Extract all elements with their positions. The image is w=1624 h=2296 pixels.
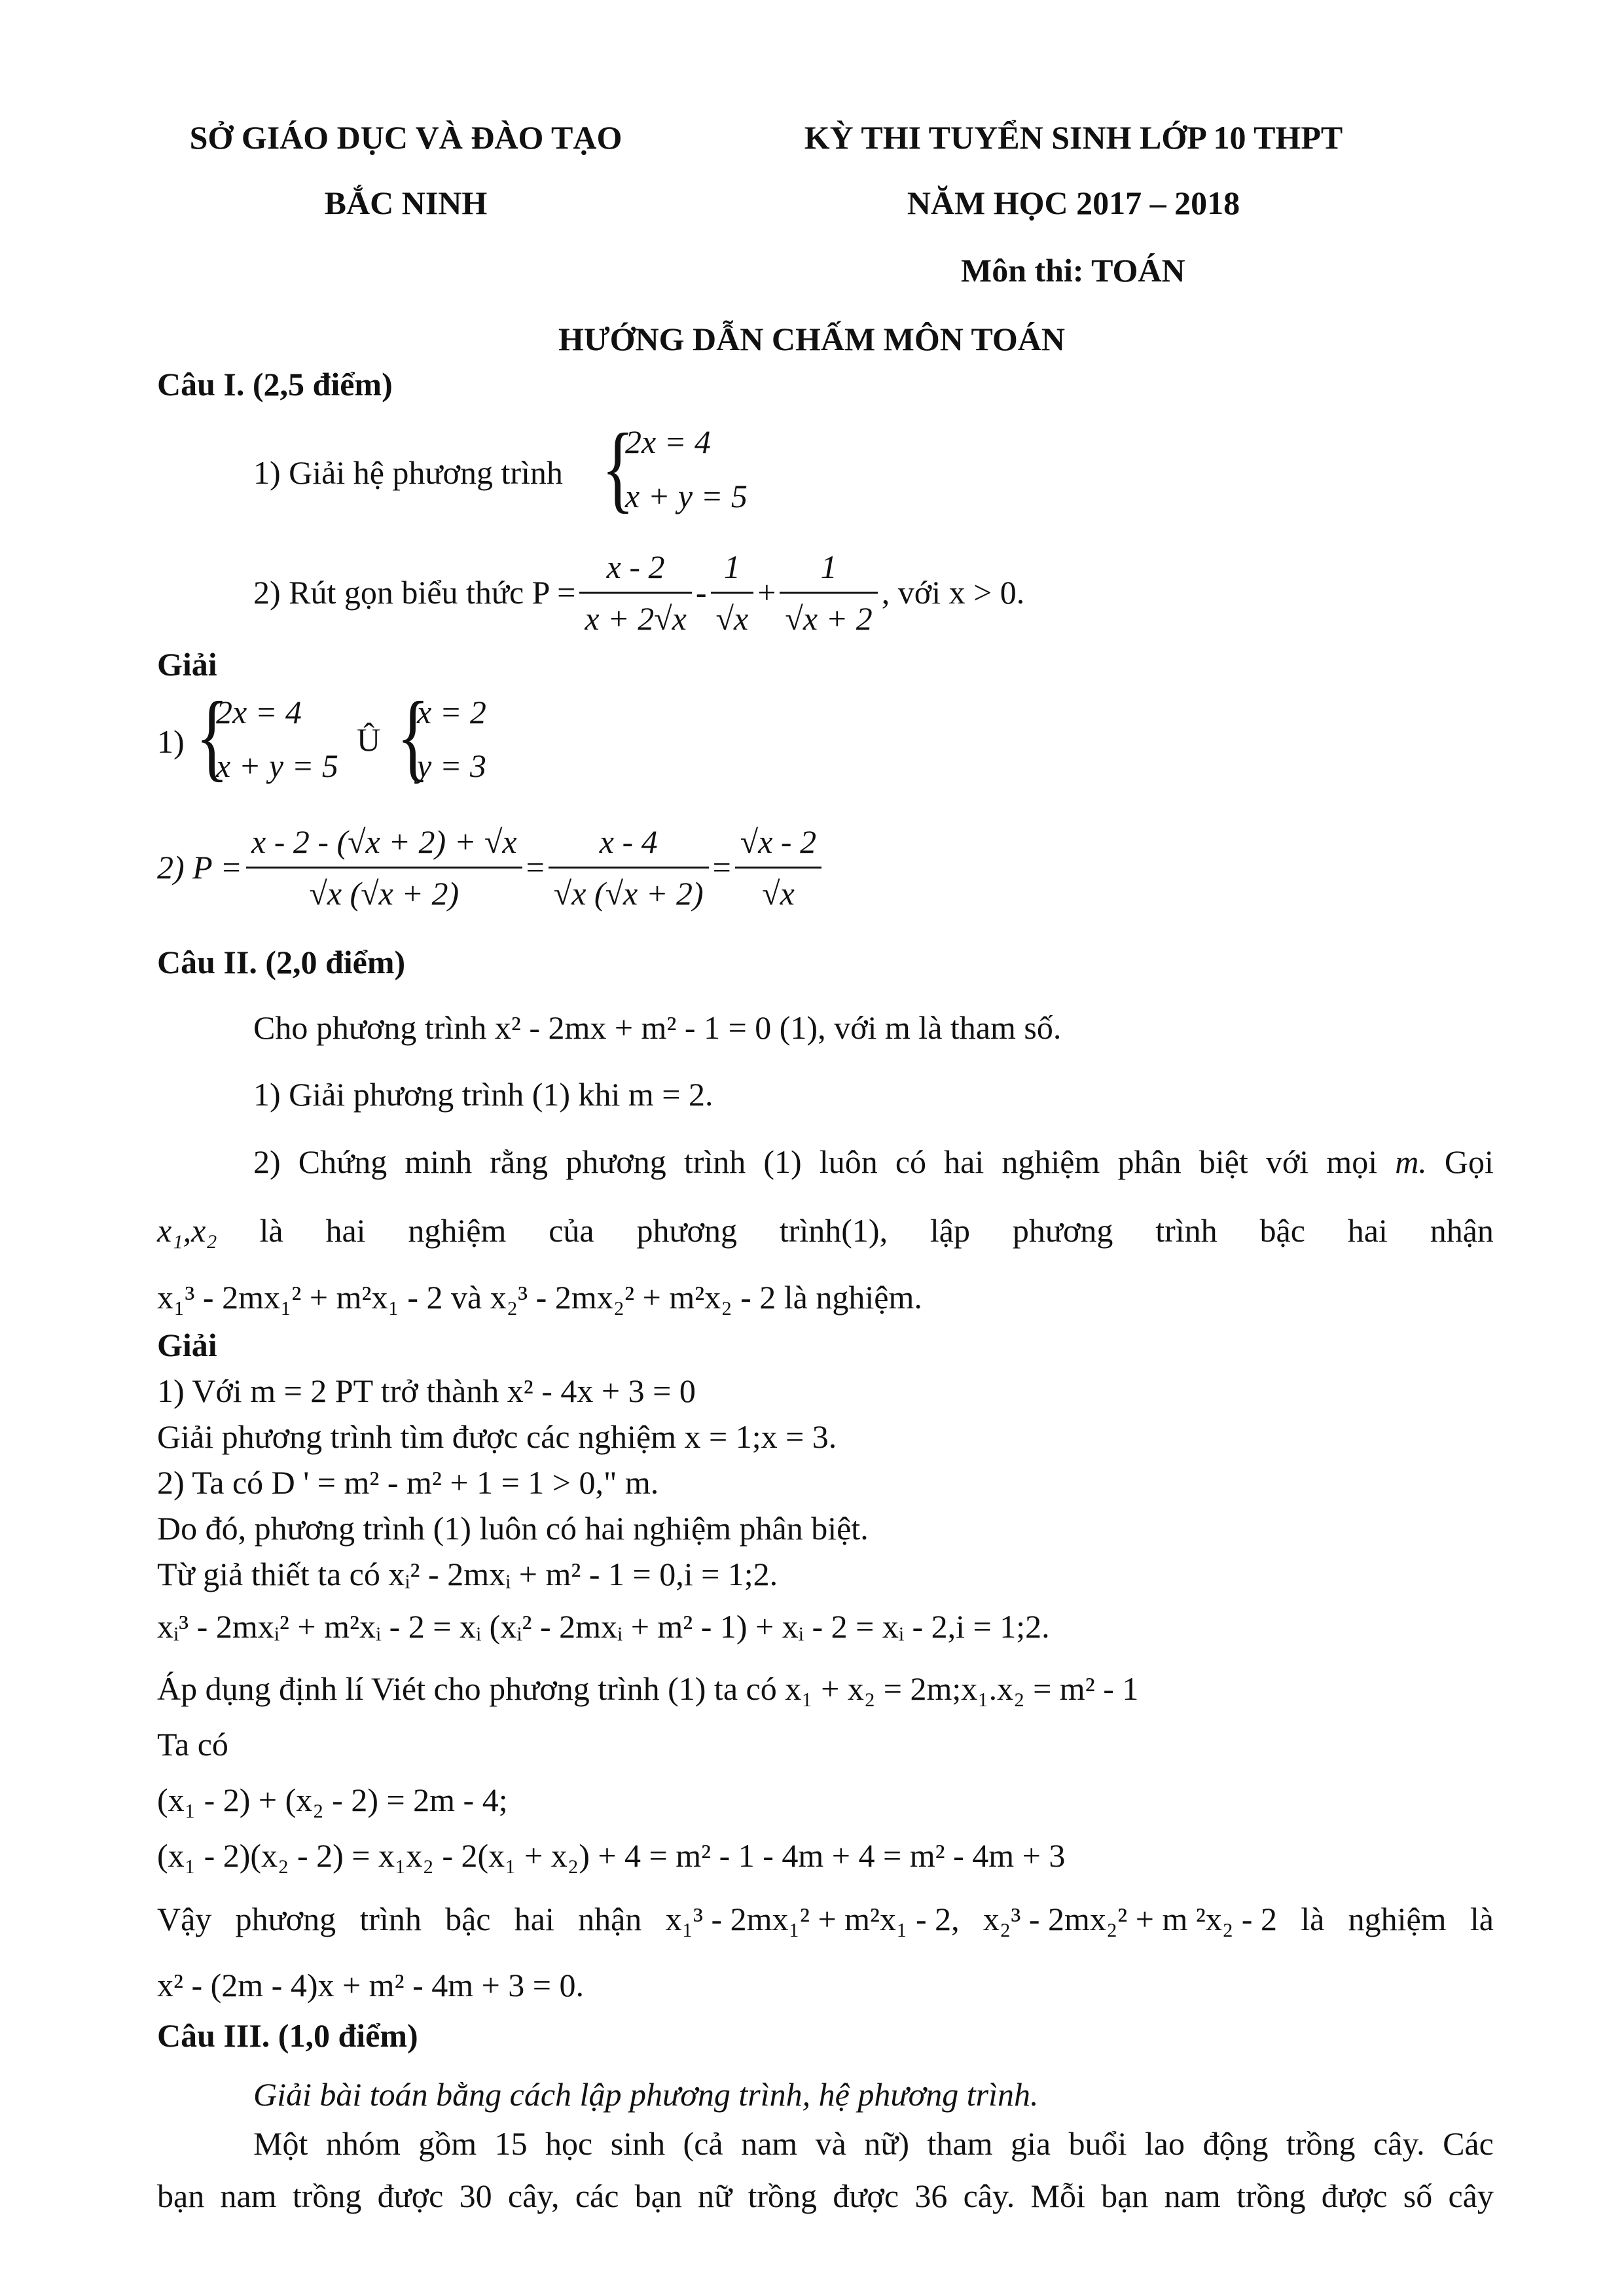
word: hai [325, 1212, 366, 1249]
word: phương [235, 1901, 336, 1937]
word: phân [1117, 1143, 1182, 1180]
word: động [1202, 2125, 1269, 2162]
word: phương [1012, 1212, 1113, 1249]
word: m. [1395, 1143, 1427, 1180]
cau2-heading: Câu II. (2,0 điểm) [157, 944, 406, 980]
cau1-p1-brace: { [601, 414, 635, 522]
word: trồng [748, 2178, 818, 2214]
word: gia [1010, 2125, 1051, 2162]
cau1-p2-text: 2) Rút gọn biểu thức P = [253, 574, 576, 611]
word: cây. [1373, 2125, 1425, 2162]
fraction-numerator: 1 [820, 548, 837, 585]
word: hai [1347, 1212, 1388, 1249]
cau1-p1-eq2: x + y = 5 [625, 478, 748, 514]
cau2-sol-line-7: Áp dụng định lí Viét cho phương trình (1) ta có x₁ + x₂ = 2m;x₁.x₂ = m² - 1 [157, 1670, 1139, 1707]
cau2-sol-line-4: Do đó, phương trình (1) luôn có hai nghiệm phân biệt. [157, 1510, 869, 1547]
cau2-sol-line-8: Ta có [157, 1726, 228, 1763]
word: 36 [914, 2178, 948, 2214]
word: cây, [507, 2178, 560, 2214]
fraction-denominator: √x + 2 [780, 592, 877, 638]
word: nữ [698, 2178, 732, 2214]
word: học [545, 2125, 593, 2162]
word: hai [944, 1143, 984, 1180]
word: (1) [763, 1143, 802, 1180]
cau1-p1-text: 1) Giải hệ phương trình [253, 454, 563, 491]
word: hai [514, 1901, 554, 1937]
cau1-s2-row [157, 812, 825, 923]
word: lao [1144, 2125, 1185, 2162]
word: được [377, 2178, 444, 2214]
word: là [259, 1212, 283, 1249]
word: trồng [1236, 2178, 1306, 2214]
word: 30 [459, 2178, 492, 2214]
word: bạn [634, 2178, 682, 2214]
word: bậc [1259, 1212, 1305, 1249]
word: sinh [610, 2125, 666, 2162]
word: với [1265, 1143, 1309, 1180]
word: gồm [418, 2125, 477, 2162]
cau1-s1-brace-1: { [195, 682, 229, 791]
cau2-sol-line-3: 2) Ta có D ' = m² - m² + 1 = 1 > 0," m. [157, 1464, 659, 1501]
cau1-s1-r1: x = 2 [417, 694, 486, 730]
word: Gọi [1444, 1143, 1494, 1180]
word: các [575, 2178, 619, 2214]
word: minh [405, 1143, 473, 1180]
word: cây. [963, 2178, 1015, 2214]
word: rằng [490, 1143, 549, 1180]
word: lập [929, 1212, 970, 1249]
cau2-sol-line-6: xᵢ³ - 2mxᵢ² + m²xᵢ - 2 = xᵢ (xᵢ² - 2mxᵢ + m² - 1) + xᵢ - 2 = xᵢ - 2,i = 1;2. [157, 1608, 1050, 1645]
fraction-denominator: √x [711, 592, 754, 638]
word: trồng [1286, 2125, 1356, 2162]
cau1-s1-brace-2: { [396, 682, 430, 791]
header-left-line1: SỞ GIÁO DỤC VÀ ĐÀO TẠO [189, 119, 623, 156]
word: biệt [1199, 1143, 1248, 1180]
word: nam [741, 2125, 798, 2162]
word: số [1403, 2178, 1433, 2214]
cau1-p2-plus: + [757, 574, 776, 611]
word: bạn [157, 2178, 205, 2214]
word: nam [1164, 2178, 1221, 2214]
word: nữ) [864, 2125, 910, 2162]
word: Các [1443, 2125, 1494, 2162]
cau1-s1-eq2: x + y = 5 [216, 747, 338, 784]
fraction-numerator: x - 4 [599, 823, 658, 860]
fraction-denominator: √x (√x + 2) [549, 867, 709, 913]
cau1-s2-equals-2: = [712, 849, 731, 886]
cau2-conclusion-line1 [157, 1899, 1494, 1939]
fraction-denominator: √x [735, 867, 821, 913]
word: nam [220, 2178, 277, 2214]
word: trồng [292, 2178, 362, 2214]
cau3-heading: Câu III. (1,0 điểm) [157, 2017, 418, 2054]
fraction-numerator: √x - 2 [740, 823, 817, 860]
word: trình(1), [779, 1212, 888, 1249]
word: bậc [445, 1901, 491, 1937]
document-title: HƯỚNG DẪN CHẤM MÔN TOÁN [558, 321, 1066, 357]
cau2-sol-line-5: Từ giả thiết ta có xᵢ² - 2mxᵢ + m² - 1 = 0,i = 1;2. [157, 1556, 778, 1592]
cau1-p2-minus: - [695, 574, 707, 611]
cau1-s2-equals-1: = [526, 849, 545, 886]
cau2-sol-line-9: (x₁ - 2) + (x₂ - 2) = 2m - 4; [157, 1782, 508, 1818]
fraction-numerator: x - 2 - (√x + 2) + √x [251, 823, 517, 860]
cau1-p2-fraction-3 [780, 547, 877, 638]
fraction-numerator: 1 [723, 548, 740, 585]
cau1-s1-r2: y = 3 [417, 747, 486, 784]
word: trình [359, 1901, 422, 1937]
word: nhận [578, 1901, 642, 1937]
cau2-sol-line-1: 1) Với m = 2 PT trở thành x² - 4x + 3 = 0 [157, 1372, 696, 1409]
word: có [895, 1143, 927, 1180]
cau1-p2-fraction-2 [711, 547, 754, 638]
cau2-intro: Cho phương trình x² - 2mx + m² - 1 = 0 (1), với m là tham số. [253, 1009, 1062, 1046]
cau1-s1-equivalent: Û [357, 721, 381, 758]
cau1-s2-fraction-1 [246, 822, 522, 913]
word: Một [253, 2125, 308, 2162]
word: nhận [1430, 1212, 1494, 1249]
cau1-solution-heading: Giải [157, 646, 217, 683]
cau1-s1-label: 1) [157, 723, 185, 760]
word: x₁³ - 2mx₁² + m²x₁ - 2, [665, 1901, 960, 1937]
cau2-q2-line3: x₁³ - 2mx₁² + m²x₁ - 2 và x₂³ - 2mx₂² + m²x₂ - 2 là nghiệm. [157, 1279, 922, 1316]
word: Vậy [157, 1901, 212, 1937]
word: x₁,x₂ [157, 1212, 217, 1249]
word: được [1321, 2178, 1388, 2214]
word: phương [566, 1143, 666, 1180]
word: nghiệm [1348, 1901, 1447, 1937]
word: buổi [1068, 2125, 1127, 2162]
cau3-instruction: Giải bài toán bằng cách lập phương trình, hệ phương trình. [253, 2076, 1039, 2113]
subject-value: : TOÁN [1072, 252, 1185, 289]
word: nghiệm [1001, 1143, 1100, 1180]
word: được [833, 2178, 899, 2214]
cau3-line2 [157, 2176, 1494, 2215]
cau2-sol-line-2: Giải phương trình tìm được các nghiệm x = 1;x = 3. [157, 1418, 837, 1455]
fraction-numerator: x - 2 [606, 548, 665, 585]
word: tham [927, 2125, 993, 2162]
word: và [815, 2125, 846, 2162]
cau1-p2-row [253, 540, 1024, 645]
fraction-denominator: √x (√x + 2) [246, 867, 522, 913]
word: trình [683, 1143, 746, 1180]
cau1-p2-condition: , với x > 0. [881, 574, 1025, 611]
word: x₂³ - 2mx₂² + m ²x₂ - 2 [983, 1901, 1277, 1937]
word: nhóm [325, 2125, 401, 2162]
word: mọi [1326, 1143, 1378, 1180]
word: là [1470, 1901, 1494, 1937]
cau2-solution-heading: Giải [157, 1327, 217, 1363]
subject-label: Môn thi [961, 252, 1073, 289]
cau1-s2-fraction-3 [735, 822, 821, 913]
word: nghiệm [408, 1212, 507, 1249]
header-left-line2: BẮC NINH [324, 185, 488, 221]
fraction-denominator: x + 2√x [579, 592, 692, 638]
word: luôn [819, 1143, 878, 1180]
cau2-q2-line2 [157, 1211, 1494, 1250]
cau1-s2-fraction-2 [549, 822, 709, 913]
word: 2) [253, 1143, 281, 1180]
word: là [1301, 1901, 1325, 1937]
cau2-q2-line1 [253, 1142, 1494, 1181]
cau1-p1-eq1: 2x = 4 [625, 423, 711, 460]
word: Mỗi [1030, 2178, 1085, 2214]
word: trình [1155, 1212, 1218, 1249]
cau1-heading: Câu I. (2,5 điểm) [157, 366, 393, 403]
cau2-q1: 1) Giải phương trình (1) khi m = 2. [253, 1076, 713, 1113]
word: của [549, 1212, 594, 1249]
word: (cả [683, 2125, 723, 2162]
word: 15 [494, 2125, 528, 2162]
header-right-line1: KỲ THI TUYỂN SINH LỚP 10 THPT [804, 119, 1343, 156]
cau1-p2-fraction-1 [579, 547, 692, 638]
word: Chứng [298, 1143, 388, 1180]
cau3-line1 [253, 2124, 1494, 2163]
word: phương [636, 1212, 737, 1249]
word: cây [1448, 2178, 1494, 2214]
header-subject [961, 251, 1185, 290]
cau2-sol-line-10: (x₁ - 2)(x₂ - 2) = x₁x₂ - 2(x₁ + x₂) + 4 = m² - 1 - 4m + 4 = m² - 4m + 3 [157, 1837, 1066, 1874]
cau1-s2-label: 2) P = [157, 849, 243, 886]
cau2-conclusion-line2: x² - (2m - 4)x + m² - 4m + 3 = 0. [157, 1967, 585, 2003]
word: bạn [1101, 2178, 1149, 2214]
header-right-line2: NĂM HỌC 2017 – 2018 [907, 185, 1240, 221]
cau1-s1-eq1: 2x = 4 [216, 694, 302, 730]
